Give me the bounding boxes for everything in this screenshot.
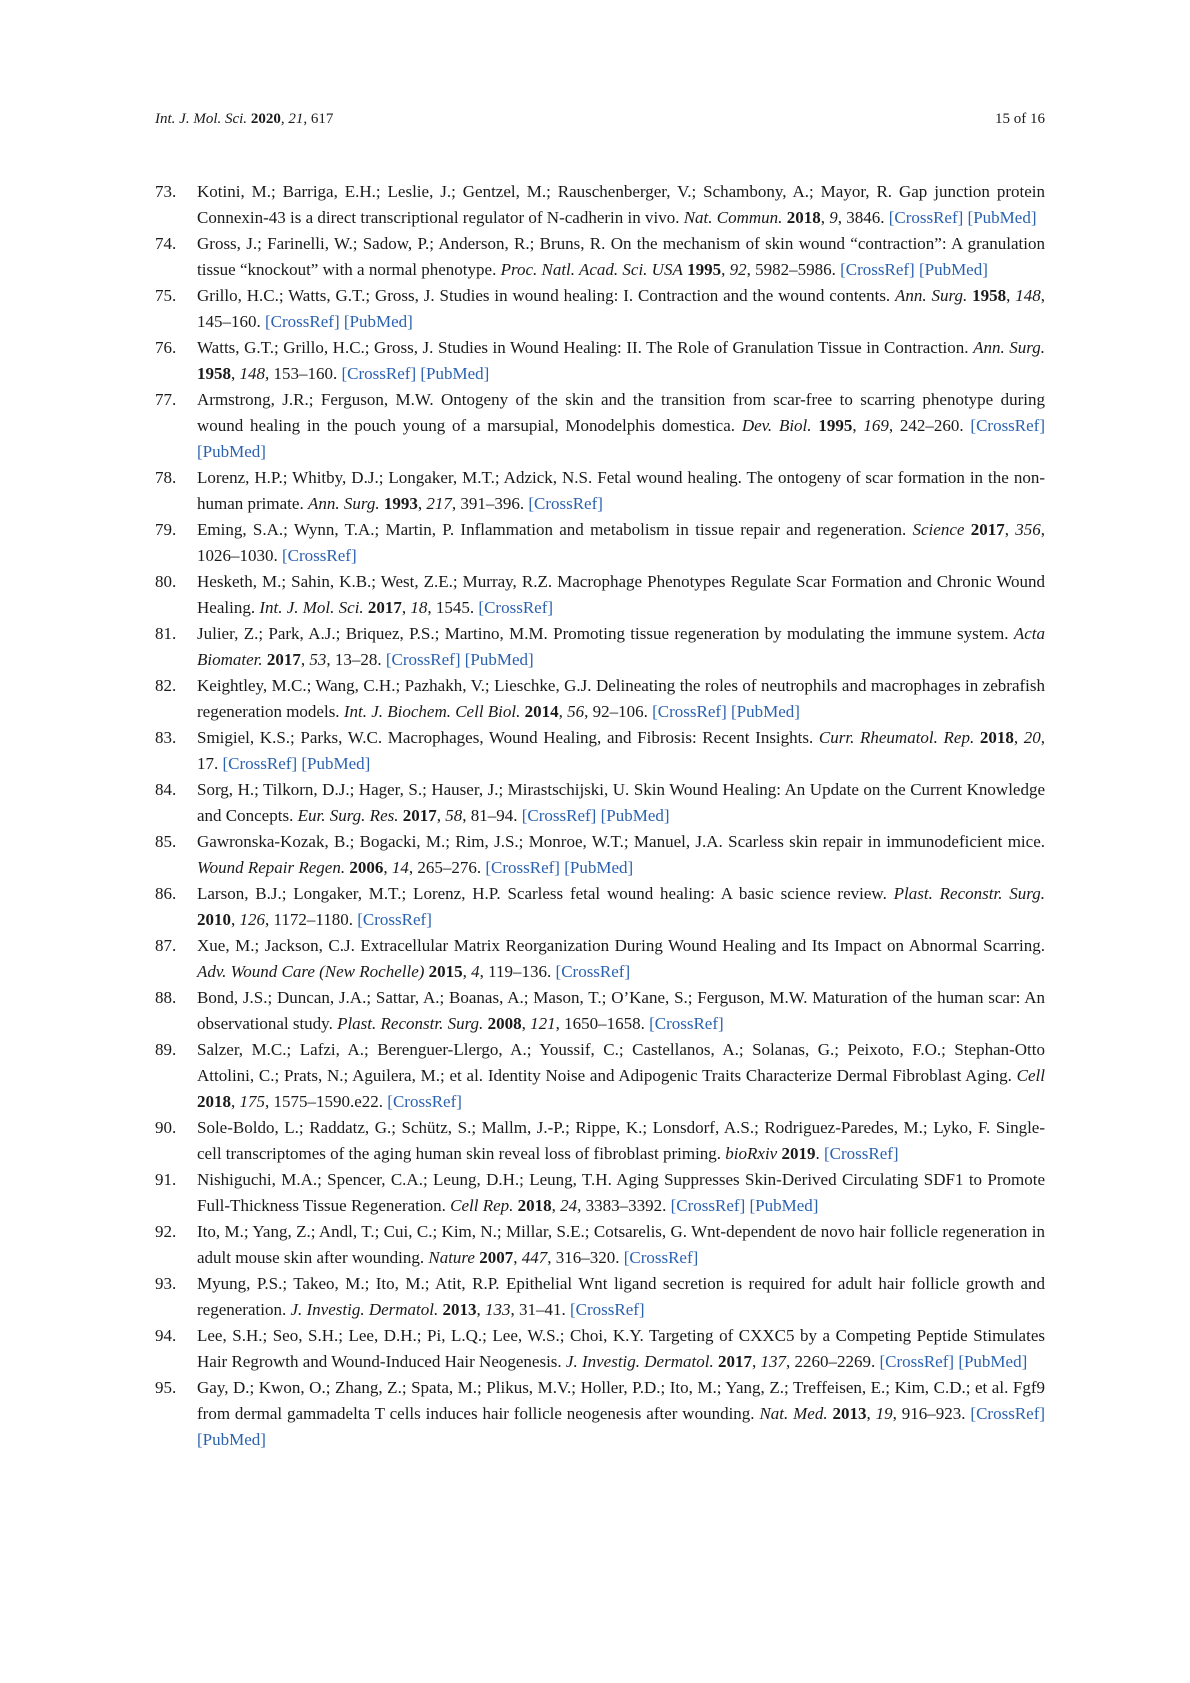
reference-item: 77. Armstrong, J.R.; Ferguson, M.W. Ontogeny of the skin and the transition from scar-free to scarring phenotype during wound healing in the pouch young of a marsupial, Monodelphis domestica. Dev. Biol. 1995, 169, 242–260. [CrossRef] [PubMed] [155, 387, 1045, 465]
crossref-link[interactable]: [CrossRef] [555, 962, 631, 981]
reference-number: 73. [155, 182, 177, 201]
reference-item: 73. Kotini, M.; Barriga, E.H.; Leslie, J.; Gentzel, M.; Rauschenberger, V.; Schambony, A.; Mayor, R. Gap junction protein Connexin-43 is a direct transcriptional regulator of N-cadherin in vivo. Nat. Commun. 2018, 9, 3846. [CrossRef] [PubMed] [155, 179, 1045, 231]
reference-journal: Eur. Surg. Res. [297, 806, 399, 825]
reference-title: Skin Wound Healing: An Update on the Current Knowledge and Concepts. [197, 780, 1046, 825]
reference-authors: Salzer, M.C.; Lafzi, A.; Berenguer-Llergo, A.; Youssif, C.; Castellanos, A.; Solanas, G.; Peixoto, F.O.; Stephan-Otto Attolini, C.; Prats, N.; Aguilera, M.; et al. [197, 1040, 1045, 1085]
reference-title: Studies in wound healing: I. Contraction and the wound contents. [439, 286, 891, 305]
crossref-link[interactable]: [CrossRef] [840, 260, 915, 279]
reference-number: 87. [155, 936, 177, 955]
reference-authors: Gross, J.; Farinelli, W.; Sadow, P.; Anderson, R.; Bruns, R. [197, 234, 606, 253]
reference-title: On the mechanism of skin wound “contraction”: A granulation tissue “knockout” with a normal phenotype. [197, 234, 1046, 279]
reference-journal: Ann. Surg. [973, 338, 1045, 357]
reference-number: 94. [155, 1326, 177, 1345]
reference-volume: 148 [239, 364, 265, 383]
reference-number: 90. [155, 1118, 177, 1137]
reference-year: 2018 [197, 1092, 231, 1111]
reference-volume: 4 [471, 962, 480, 981]
reference-title: Aging Suppresses Skin-Derived Circulating SDF1 to Promote Full-Thickness Tissue Regeneration. [197, 1170, 1045, 1215]
reference-journal: Ann. Surg. [307, 494, 380, 513]
reference-authors: Kotini, M.; Barriga, E.H.; Leslie, J.; Gentzel, M.; Rauschenberger, V.; Schambony, A.; Mayor, R. [197, 182, 893, 201]
reference-authors: Lee, S.H.; Seo, S.H.; Lee, D.H.; Pi, L.Q.; Lee, W.S.; Choi, K.Y. [197, 1326, 644, 1345]
reference-title: Epithelial Wnt ligand secretion is required for adult hair follicle growth and regeneration. [197, 1274, 1046, 1319]
reference-year: 2019 [781, 1144, 816, 1163]
crossref-link[interactable]: [CrossRef] [970, 416, 1046, 435]
reference-journal: Proc. Natl. Acad. Sci. USA [500, 260, 683, 279]
reference-title: Gap junction protein Connexin-43 is a direct transcriptional regulator of N-cadherin in vivo. [197, 182, 1045, 227]
reference-journal: Plast. Reconstr. Surg. [893, 884, 1046, 903]
crossref-link[interactable]: [CrossRef] [387, 1092, 462, 1111]
reference-item: 76. Watts, G.T.; Grillo, H.C.; Gross, J. Studies in Wound Healing: II. The Role of Granulation Tissue in Contraction. Ann. Surg. 1958, 148, 153–160. [CrossRef] [PubMed] [155, 335, 1045, 387]
reference-number: 77. [155, 390, 177, 409]
pubmed-link[interactable]: [PubMed] [958, 1352, 1028, 1371]
reference-pages: 153–160 [273, 364, 333, 383]
crossref-link[interactable]: [CrossRef] [569, 1300, 645, 1319]
reference-year: 1958 [197, 364, 231, 383]
reference-number: 82. [155, 676, 177, 695]
reference-authors: Ito, M.; Yang, Z.; Andl, T.; Cui, C.; Kim, N.; Millar, S.E.; Cotsarelis, G. [197, 1222, 688, 1241]
pubmed-link[interactable]: [PubMed] [464, 650, 534, 669]
reference-journal: Adv. Wound Care (New Rochelle) [197, 962, 425, 981]
reference-volume: 137 [760, 1352, 786, 1371]
reference-item: 74. Gross, J.; Farinelli, W.; Sadow, P.; Anderson, R.; Bruns, R. On the mechanism of skin wound “contraction”: A granulation tissue “knockout” with a normal phenotype. Proc. Natl. Acad. Sci. USA 1995, 92, 5982–5986. [CrossRef] [PubMed] [155, 231, 1045, 283]
reference-number: 83. [155, 728, 177, 747]
reference-pages: 1650–1658 [564, 1014, 641, 1033]
reference-item: 94. Lee, S.H.; Seo, S.H.; Lee, D.H.; Pi, L.Q.; Lee, W.S.; Choi, K.Y. Targeting of CXXC5 by a Competing Peptide Stimulates Hair Regrowth and Wound-Induced Hair Neogenesis. J. Investig. Dermatol. 2017, 137, 2260–2269. [CrossRef] [PubMed] [155, 1323, 1045, 1375]
journal-year: 2020 [250, 111, 281, 127]
pubmed-link[interactable]: [PubMed] [343, 312, 413, 331]
reference-title: Targeting of CXXC5 by a Competing Peptide Stimulates Hair Regrowth and Wound-Induced Hair Neogenesis. [197, 1326, 1045, 1371]
reference-journal: Cell [1016, 1066, 1046, 1085]
reference-journal: Nat. Med. [759, 1404, 828, 1423]
reference-volume: 24 [560, 1196, 578, 1215]
reference-year: 1958 [972, 286, 1007, 305]
reference-journal: Curr. Rheumatol. Rep. [818, 728, 975, 747]
pubmed-link[interactable]: [PubMed] [564, 858, 634, 877]
reference-journal: Dev. Biol. [741, 416, 812, 435]
reference-item: 86. Larson, B.J.; Longaker, M.T.; Lorenz, H.P. Scarless fetal wound healing: A basic science review. Plast. Reconstr. Surg. 2010, 126, 1172–1180. [CrossRef] [155, 881, 1045, 933]
crossref-link[interactable]: [CrossRef] [652, 702, 727, 721]
crossref-link[interactable]: [CrossRef] [521, 806, 597, 825]
reference-journal: Plast. Reconstr. Surg. [337, 1014, 484, 1033]
reference-item: 87. Xue, M.; Jackson, C.J. Extracellular Matrix Reorganization During Wound Healing and Its Impact on Abnormal Scarring. Adv. Wound Care (New Rochelle) 2015, 4, 119–136. [CrossRef] [155, 933, 1045, 985]
reference-journal: J. Investig. Dermatol. [290, 1300, 439, 1319]
reference-authors: Armstrong, J.R.; Ferguson, M.W. [197, 390, 434, 409]
pubmed-link[interactable]: [PubMed] [600, 806, 670, 825]
reference-title: Single-cell transcriptomes of the aging human skin reveal loss of fibroblast priming. [197, 1118, 1045, 1163]
running-header [155, 111, 1045, 135]
reference-year: 2017 [367, 598, 402, 617]
reference-pages: 13–28 [334, 650, 378, 669]
reference-pages: 92–106 [592, 702, 644, 721]
reference-year: 2018 [786, 208, 821, 227]
journal-citation: Int. J. Mol. Sci. 2020, 21, 617 [155, 111, 334, 127]
reference-pages: 316–320 [555, 1248, 616, 1267]
reference-volume: 58 [445, 806, 463, 825]
reference-title: Maturation of the human scar: An observational study. [197, 988, 1045, 1033]
reference-volume: 126 [239, 910, 265, 929]
reference-pages: 1172–1180 [273, 910, 349, 929]
reference-journal: Int. J. Mol. Sci. [259, 598, 364, 617]
reference-number: 88. [155, 988, 177, 1007]
reference-item: 83. Smigiel, K.S.; Parks, W.C. Macrophages, Wound Healing, and Fibrosis: Recent Insights. Curr. Rheumatol. Rep. 2018, 20, 17. [CrossRef] [PubMed] [155, 725, 1045, 777]
reference-item: 79. Eming, S.A.; Wynn, T.A.; Martin, P. Inflammation and metabolism in tissue repair and regeneration. Science 2017, 356, 1026–1030. [CrossRef] [155, 517, 1045, 569]
reference-volume: 175 [239, 1092, 265, 1111]
crossref-link[interactable]: [CrossRef] [888, 208, 964, 227]
reference-pages: 3846 [846, 208, 881, 227]
reference-authors: Nishiguchi, M.A.; Spencer, C.A.; Leung, D.H.; Leung, T.H. [197, 1170, 612, 1189]
reference-year: 2017 [266, 650, 301, 669]
reference-number: 75. [155, 286, 177, 305]
reference-year: 2008 [487, 1014, 522, 1033]
reference-number: 89. [155, 1040, 177, 1059]
journal-volume: 21 [288, 111, 304, 127]
crossref-link[interactable]: [CrossRef] [265, 312, 340, 331]
reference-volume: 20 [1023, 728, 1041, 747]
reference-authors: Larson, B.J.; Longaker, M.T.; Lorenz, H.P. [197, 884, 501, 903]
reference-volume: 19 [875, 1404, 893, 1423]
reference-pages: 119–136 [488, 962, 548, 981]
crossref-link[interactable]: [CrossRef] [623, 1248, 699, 1267]
crossref-link[interactable]: [CrossRef] [341, 364, 417, 383]
reference-title: Promoting tissue regeneration by modulating the immune system. [553, 624, 1009, 643]
reference-authors: Bond, J.S.; Duncan, J.A.; Sattar, A.; Boanas, A.; Mason, T.; O’Kane, S.; Ferguson, M.W. [197, 988, 808, 1007]
reference-volume: 217 [426, 494, 452, 513]
reference-authors: Keightley, M.C.; Wang, C.H.; Pazhakh, V.; Lieschke, G.J. [197, 676, 592, 695]
reference-year: 1995 [687, 260, 722, 279]
reference-volume: 356 [1015, 520, 1041, 539]
reference-authors: Watts, G.T.; Grillo, H.C.; Gross, J. [197, 338, 434, 357]
reference-volume: 447 [521, 1248, 548, 1267]
reference-year: 2007 [479, 1248, 514, 1267]
pubmed-link[interactable]: [PubMed] [197, 442, 266, 461]
reference-list [155, 179, 1045, 1453]
reference-title: Fetal wound healing. The ontogeny of scar formation in the non-human primate. [197, 468, 1045, 513]
reference-title: Studies in Wound Healing: II. The Role of Granulation Tissue in Contraction. [437, 338, 969, 357]
reference-pages: 2260–2269 [794, 1352, 871, 1371]
pubmed-link[interactable]: [PubMed] [967, 208, 1037, 227]
journal-name: Int. J. Mol. Sci. [155, 111, 248, 127]
reference-number: 79. [155, 520, 177, 539]
reference-year: 2017 [970, 520, 1005, 539]
reference-number: 95. [155, 1378, 177, 1397]
crossref-link[interactable]: [CrossRef] [282, 546, 357, 565]
reference-item: 93. Myung, P.S.; Takeo, M.; Ito, M.; Atit, R.P. Epithelial Wnt ligand secretion is required for adult hair follicle growth and regeneration. J. Investig. Dermatol. 2013, 133, 31–41. [CrossRef] [155, 1271, 1045, 1323]
reference-title: Ontogeny of the skin and the transition from scar-free to scarring phenotype during wound healing in the pouch young of a marsupial, Monodelphis domestica. [197, 390, 1045, 435]
reference-title: Extracellular Matrix Reorganization During Wound Healing and Its Impact on Abnormal Scarring. [360, 936, 1045, 955]
reference-authors: Smigiel, K.S.; Parks, W.C. [197, 728, 383, 747]
reference-journal: J. Investig. Dermatol. [565, 1352, 714, 1371]
reference-number: 84. [155, 780, 177, 799]
pubmed-link[interactable]: [PubMed] [197, 1430, 266, 1449]
reference-item: 82. Keightley, M.C.; Wang, C.H.; Pazhakh, V.; Lieschke, G.J. Delineating the roles of neutrophils and macrophages in zebrafish regeneration models. Int. J. Biochem. Cell Biol. 2014, 56, 92–106. [CrossRef] [PubMed] [155, 673, 1045, 725]
reference-number: 80. [155, 572, 177, 591]
crossref-link[interactable]: [CrossRef] [670, 1196, 746, 1215]
reference-volume: 56 [567, 702, 585, 721]
article-number: 617 [310, 111, 334, 127]
pubmed-link[interactable]: [PubMed] [918, 260, 988, 279]
reference-year: 2017 [717, 1352, 752, 1371]
reference-title: Wnt-dependent de novo hair follicle regeneration in adult mouse skin after wounding. [197, 1222, 1045, 1267]
reference-number: 76. [155, 338, 177, 357]
reference-volume: 133 [484, 1300, 511, 1319]
reference-journal: Science [912, 520, 965, 539]
reference-authors: Lorenz, H.P.; Whitby, D.J.; Longaker, M.T.; Adzick, N.S. [197, 468, 593, 487]
reference-year: 1995 [818, 416, 853, 435]
reference-pages: 17 [197, 754, 214, 773]
reference-year: 2013 [832, 1404, 867, 1423]
pubmed-link[interactable]: [PubMed] [301, 754, 371, 773]
reference-pages: 1026–1030 [197, 546, 274, 565]
reference-year: 2010 [197, 910, 231, 929]
crossref-link[interactable]: [CrossRef] [222, 754, 298, 773]
reference-pages: 3383–3392 [585, 1196, 663, 1215]
pubmed-link[interactable]: [PubMed] [749, 1196, 819, 1215]
reference-year: 2018 [517, 1196, 552, 1215]
crossref-link[interactable]: [CrossRef] [649, 1014, 724, 1033]
reference-journal: Acta Biomater. [197, 624, 1046, 669]
reference-authors: Julier, Z.; Park, A.J.; Briquez, P.S.; Martino, M.M. [197, 624, 548, 643]
crossref-link[interactable]: [CrossRef] [385, 650, 461, 669]
reference-title: Fgf9 from dermal gammadelta T cells induces hair follicle neogenesis after wounding. [197, 1378, 1045, 1423]
reference-pages: 242–260 [899, 416, 960, 435]
reference-volume: 18 [410, 598, 428, 617]
reference-pages: 145–160 [197, 312, 257, 331]
reference-title: Identity Noise and Adipogenic Traits Characterize Dermal Fibroblast Aging. [487, 1066, 1012, 1085]
crossref-link[interactable]: [CrossRef] [823, 1144, 899, 1163]
reference-title: Macrophage Phenotypes Regulate Scar Formation and Chronic Wound Healing. [197, 572, 1045, 617]
reference-volume: 121 [530, 1014, 556, 1033]
reference-authors: Xue, M.; Jackson, C.J. [197, 936, 355, 955]
crossref-link[interactable]: [CrossRef] [357, 910, 432, 929]
reference-journal: Ann. Surg. [895, 286, 968, 305]
reference-number: 86. [155, 884, 177, 903]
crossref-link[interactable]: [CrossRef] [970, 1404, 1046, 1423]
reference-title: Scarless fetal wound healing: A basic science review. [507, 884, 887, 903]
reference-item: 92. Ito, M.; Yang, Z.; Andl, T.; Cui, C.; Kim, N.; Millar, S.E.; Cotsarelis, G. Wnt-dependent de novo hair follicle regeneration in adult mouse skin after wounding. Nature 2007, 447, 316–320. [CrossRef] [155, 1219, 1045, 1271]
reference-title: Macrophages, Wound Healing, and Fibrosis: Recent Insights. [387, 728, 814, 747]
reference-authors: Sole-Boldo, L.; Raddatz, G.; Schütz, S.; Mallm, J.-P.; Rippe, K.; Lonsdorf, A.S.; Rodriguez-Paredes, M.; Lyko, F. [197, 1118, 991, 1137]
reference-item: 80. Hesketh, M.; Sahin, K.B.; West, Z.E.; Murray, R.Z. Macrophage Phenotypes Regulate Scar Formation and Chronic Wound Healing. Int. J. Mol. Sci. 2017, 18, 1545. [CrossRef] [155, 569, 1045, 621]
reference-year: 2006 [349, 858, 384, 877]
reference-volume: 53 [309, 650, 327, 669]
reference-number: 74. [155, 234, 177, 253]
reference-journal: bioRxiv [725, 1144, 778, 1163]
reference-year: 2017 [402, 806, 437, 825]
reference-item: 75. Grillo, H.C.; Watts, G.T.; Gross, J. Studies in wound healing: I. Contraction and the wound contents. Ann. Surg. 1958, 148, 145–160. [CrossRef] [PubMed] [155, 283, 1045, 335]
reference-year: 1993 [383, 494, 418, 513]
reference-year: 2015 [428, 962, 463, 981]
reference-volume: 92 [729, 260, 747, 279]
reference-number: 92. [155, 1222, 177, 1241]
reference-pages: 391–396 [460, 494, 520, 513]
reference-journal: Nature [428, 1248, 475, 1267]
reference-volume: 169 [863, 416, 889, 435]
reference-number: 78. [155, 468, 177, 487]
reference-authors: Myung, P.S.; Takeo, M.; Ito, M.; Atit, R.P. [197, 1274, 500, 1293]
reference-journal: Cell Rep. [450, 1196, 514, 1215]
reference-year: 2013 [442, 1300, 477, 1319]
reference-item: 78. Lorenz, H.P.; Whitby, D.J.; Longaker, M.T.; Adzick, N.S. Fetal wound healing. The ontogeny of scar formation in the non-human primate. Ann. Surg. 1993, 217, 391–396. [CrossRef] [155, 465, 1045, 517]
reference-year: 2014 [524, 702, 559, 721]
reference-item: 90. Sole-Boldo, L.; Raddatz, G.; Schütz, S.; Mallm, J.-P.; Rippe, K.; Lonsdorf, A.S.; Rodriguez-Paredes, M.; Lyko, F. Single-cell transcriptomes of the aging human skin reveal loss of fibroblast priming. bioRxiv 2019. [CrossRef] [155, 1115, 1045, 1167]
reference-title: Scarless skin repair in immunodeficient mice. [728, 832, 1045, 851]
reference-pages: 1545 [435, 598, 470, 617]
reference-number: 85. [155, 832, 177, 851]
reference-pages: 81–94 [470, 806, 514, 825]
reference-authors: Gay, D.; Kwon, O.; Zhang, Z.; Spata, M.; Plikus, M.V.; Holler, P.D.; Ito, M.; Yang, Z.; Treffeisen, E.; Kim, C.D.; et al. [197, 1378, 1009, 1397]
reference-item: 88. Bond, J.S.; Duncan, J.A.; Sattar, A.; Boanas, A.; Mason, T.; O’Kane, S.; Ferguson, M.W. Maturation of the human scar: An observational study. Plast. Reconstr. Surg. 2008, 121, 1650–1658. [CrossRef] [155, 985, 1045, 1037]
reference-authors: Hesketh, M.; Sahin, K.B.; West, Z.E.; Murray, R.Z. [197, 572, 553, 591]
reference-item: 85. Gawronska-Kozak, B.; Bogacki, M.; Rim, J.S.; Monroe, W.T.; Manuel, J.A. Scarless skin repair in immunodeficient mice. Wound Repair Regen. 2006, 14, 265–276. [CrossRef] [PubMed] [155, 829, 1045, 881]
reference-authors: Gawronska-Kozak, B.; Bogacki, M.; Rim, J.S.; Monroe, W.T.; Manuel, J.A. [197, 832, 723, 851]
reference-pages: 1575–1590.e22 [273, 1092, 379, 1111]
reference-volume: 148 [1015, 286, 1041, 305]
reference-number: 81. [155, 624, 177, 643]
reference-pages: 31–41 [518, 1300, 562, 1319]
crossref-link[interactable]: [CrossRef] [478, 598, 554, 617]
reference-journal: Int. J. Biochem. Cell Biol. [343, 702, 521, 721]
reference-pages: 916–923 [901, 1404, 962, 1423]
reference-pages: 265–276 [417, 858, 477, 877]
reference-item: 81. Julier, Z.; Park, A.J.; Briquez, P.S.; Martino, M.M. Promoting tissue regeneration by modulating the immune system. Acta Biomater. 2017, 53, 13–28. [CrossRef] [PubMed] [155, 621, 1045, 673]
reference-title: Delineating the roles of neutrophils and macrophages in zebrafish regeneration models. [197, 676, 1045, 721]
crossref-link[interactable]: [CrossRef] [485, 858, 560, 877]
reference-journal: Nat. Commun. [683, 208, 783, 227]
reference-item: 89. Salzer, M.C.; Lafzi, A.; Berenguer-Llergo, A.; Youssif, C.; Castellanos, A.; Solanas, G.; Peixoto, F.O.; Stephan-Otto Attolini, C.; Prats, N.; Aguilera, M.; et al. Identity Noise and Adipogenic Traits Characterize Dermal Fibroblast Aging. Cell 2018, 175, 1575–1590.e22. [CrossRef] [155, 1037, 1045, 1115]
reference-number: 91. [155, 1170, 177, 1189]
reference-journal: Wound Repair Regen. [197, 858, 346, 877]
reference-authors: Eming, S.A.; Wynn, T.A.; Martin, P. [197, 520, 455, 539]
reference-item: 91. Nishiguchi, M.A.; Spencer, C.A.; Leung, D.H.; Leung, T.H. Aging Suppresses Skin-Derived Circulating SDF1 to Promote Full-Thickness Tissue Regeneration. Cell Rep. 2018, 24, 3383–3392. [CrossRef] [PubMed] [155, 1167, 1045, 1219]
reference-number: 93. [155, 1274, 177, 1293]
crossref-link[interactable]: [CrossRef] [528, 494, 603, 513]
reference-item: 84. Sorg, H.; Tilkorn, D.J.; Hager, S.; Hauser, J.; Mirastschijski, U. Skin Wound Healing: An Update on the Current Knowledge and Concepts. Eur. Surg. Res. 2017, 58, 81–94. [CrossRef] [PubMed] [155, 777, 1045, 829]
reference-item: 95. Gay, D.; Kwon, O.; Zhang, Z.; Spata, M.; Plikus, M.V.; Holler, P.D.; Ito, M.; Yang, Z.; Treffeisen, E.; Kim, C.D.; et al. Fgf9 from dermal gammadelta T cells induces hair follicle neogenesis after wounding. Nat. Med. 2013, 19, 916–923. [CrossRef] [PubMed] [155, 1375, 1045, 1453]
reference-authors: Sorg, H.; Tilkorn, D.J.; Hager, S.; Hauser, J.; Mirastschijski, U. [197, 780, 630, 799]
pubmed-link[interactable]: [PubMed] [731, 702, 800, 721]
page-number: 15 of 16 [995, 111, 1045, 127]
reference-title: Inflammation and metabolism in tissue repair and regeneration. [460, 520, 907, 539]
pubmed-link[interactable]: [PubMed] [420, 364, 490, 383]
reference-year: 2018 [979, 728, 1014, 747]
crossref-link[interactable]: [CrossRef] [879, 1352, 955, 1371]
reference-pages: 5982–5986 [755, 260, 832, 279]
reference-authors: Grillo, H.C.; Watts, G.T.; Gross, J. [197, 286, 435, 305]
reference-volume: 14 [391, 858, 409, 877]
reference-volume: 9 [829, 208, 838, 227]
